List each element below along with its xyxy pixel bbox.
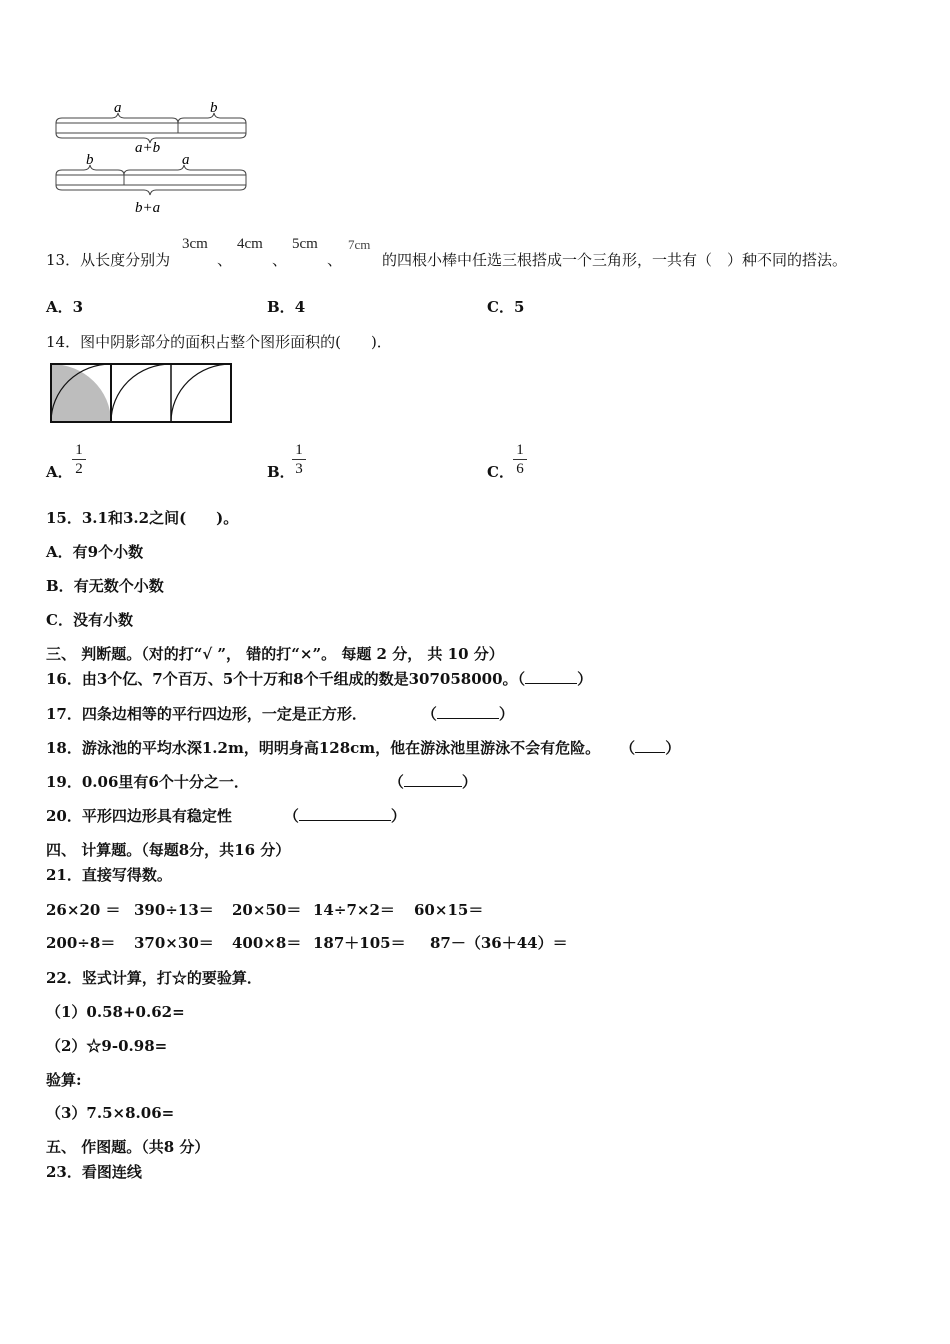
length-4cm: 4cm [237, 236, 263, 252]
q17: 17．四条边相等的平行四边形，一定是正方形． （ ） [46, 705, 514, 723]
calc-2-4: 187＋105＝ [313, 934, 406, 952]
bottom-a-label: a [182, 152, 190, 168]
q22-text: 22．竖式计算，打☆的要验算． [46, 969, 262, 987]
q14-option-c-fraction[interactable]: 1 6 [513, 442, 527, 477]
bottom-total-label: b+a [135, 200, 161, 216]
q14-option-a-label[interactable]: A． [46, 463, 73, 481]
calc-2-3: 400×8＝ [232, 934, 302, 952]
calc-1-5: 60×15＝ [414, 901, 484, 919]
section4-title: 四、 计算题。（每题8分，共16 分） [46, 841, 291, 859]
shaded-figure [50, 363, 232, 423]
answer-blank[interactable] [299, 808, 391, 821]
q14-option-b-label[interactable]: B． [267, 463, 295, 481]
top-b-label: b [210, 100, 218, 116]
q18: 18．游泳池的平均水深1.2m，明明身高128cm，他在游泳池里游泳不会有危险。 （ ） [46, 739, 681, 757]
q15-option-a[interactable]: A．有9个小数 [46, 543, 144, 561]
q22-item-1: （1）0.58+0.62= [46, 1003, 185, 1021]
q22-check: 验算: [46, 1071, 82, 1089]
q13-text-before: 从长度分别为 [80, 251, 171, 269]
calc-2-5: 87－（36＋44）＝ [430, 934, 568, 952]
calc-2-2: 370×30＝ [134, 934, 214, 952]
calc-1-1: 26×20 ＝ [46, 901, 121, 919]
length-7cm: 7cm [348, 237, 371, 252]
sum-diagram [50, 100, 255, 218]
calc-1-2: 390÷13＝ [134, 901, 214, 919]
bottom-b-label: b [86, 152, 94, 168]
answer-blank[interactable] [404, 774, 462, 787]
q13-number: 13． [46, 251, 81, 269]
calc-2-1: 200÷8＝ [46, 934, 116, 952]
separator-3: 、 [327, 251, 343, 269]
q16: 16．由3个亿、7个百万、5个十万和8个千组成的数是307058000。（ ） [46, 670, 593, 688]
answer-blank[interactable] [437, 706, 499, 719]
q19: 19．0.06里有6个十分之一． （ ） [46, 773, 477, 791]
top-a-label: a [114, 100, 122, 116]
q13-option-c[interactable]: C．5 [487, 298, 525, 316]
q15-option-b[interactable]: B．有无数个小数 [46, 577, 164, 595]
q13-option-b[interactable]: B．4 [267, 298, 306, 316]
q22-item-2: （2）☆9-0.98= [46, 1037, 168, 1055]
q20: 20．平形四边形具有稳定性 （ ） [46, 807, 406, 825]
q15-text: 15．3.1和3.2之间( )。 [46, 509, 239, 527]
q14-option-c-label[interactable]: C． [487, 463, 514, 481]
q14-option-b-fraction[interactable]: 1 3 [292, 442, 306, 477]
calc-1-3: 20×50＝ [232, 901, 302, 919]
q22-item-3: （3）7.5×8.06= [46, 1104, 175, 1122]
q14-text: 14．图中阴影部分的面积占整个图形面积的( )． [46, 333, 392, 351]
separator-1: 、 [217, 251, 233, 269]
q13-text-after: 的四根小棒中任选三根搭成一个三角形，一共有（ ）种不同的搭法。 [382, 251, 848, 269]
q13-line [46, 249, 170, 270]
separator-2: 、 [272, 251, 288, 269]
q15-option-c[interactable]: C．没有小数 [46, 611, 133, 629]
top-total-label: a+b [135, 140, 161, 156]
q14-option-a-fraction[interactable]: 1 2 [72, 442, 86, 477]
calc-1-4: 14÷7×2＝ [313, 901, 395, 919]
section5-title: 五、 作图题。（共8 分） [46, 1138, 210, 1156]
q21-text: 21．直接写得数。 [46, 866, 172, 884]
length-3cm: 3cm [182, 236, 208, 252]
q13-option-a[interactable]: A．3 [46, 298, 84, 316]
answer-blank[interactable] [525, 671, 577, 684]
answer-blank[interactable] [635, 740, 665, 753]
section3-title: 三、 判断题。（对的打“√ ”， 错的打“×”。 每题 2 分， 共 10 分） [46, 645, 504, 663]
q23-text: 23．看图连线 [46, 1163, 142, 1181]
length-5cm: 5cm [292, 236, 318, 252]
